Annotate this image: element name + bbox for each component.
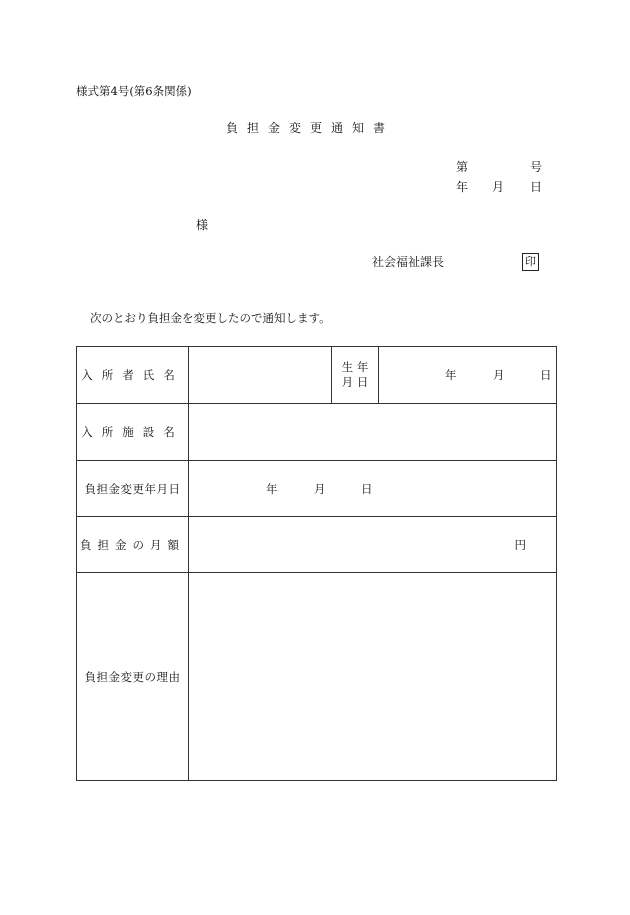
doc-number-suffix: 号 [530,160,543,174]
birth-date-day: 日 [540,368,552,382]
label-monthly-amount: 負担金の月額 [77,517,189,573]
issuer-title: 社会福祉課長 [372,255,445,269]
table-row-facility-name [77,404,557,461]
label-change-reason: 負担金変更の理由 [77,573,189,781]
addressee-suffix: 様 [196,218,209,232]
table-row-change-reason [77,573,557,781]
table-row-resident-name [77,347,557,404]
document-title: 負担金変更通知書 [226,121,395,135]
change-date-day: 日 [361,481,373,496]
seal-box: 印 [522,253,539,271]
change-date-year: 年 [266,481,278,496]
birth-date-month: 月 [493,368,505,382]
birth-date-year: 年 [445,368,457,382]
doc-number-prefix: 第 [456,160,469,174]
field-birth-date[interactable] [379,347,557,404]
yen-unit: 円 [514,537,526,552]
field-facility-name[interactable] [189,404,557,461]
doc-date-day: 日 [530,180,543,194]
intro-text: 次のとおり負担金を変更したので通知します。 [90,311,331,325]
field-change-date[interactable] [189,461,557,517]
doc-date-year: 年 [456,180,469,194]
birth-label-line2: 月 日 [341,375,369,389]
label-change-date: 負担金変更年月日 [77,461,189,517]
table-row-change-date [77,461,557,517]
birth-label-line1: 生 年 [341,360,369,374]
label-facility-name: 入所施設名 [77,404,189,461]
table-row-monthly-amount [77,517,557,573]
field-resident-name[interactable] [189,347,332,404]
doc-date-month: 月 [492,180,505,194]
form-number: 様式第4号(第6条関係) [76,84,192,98]
field-change-reason[interactable] [189,573,557,781]
label-resident-name: 入所者氏名 [77,347,189,404]
notice-form-table [76,346,557,781]
change-date-month: 月 [314,481,326,496]
field-monthly-amount[interactable] [189,517,557,573]
label-birth-date [332,347,379,404]
